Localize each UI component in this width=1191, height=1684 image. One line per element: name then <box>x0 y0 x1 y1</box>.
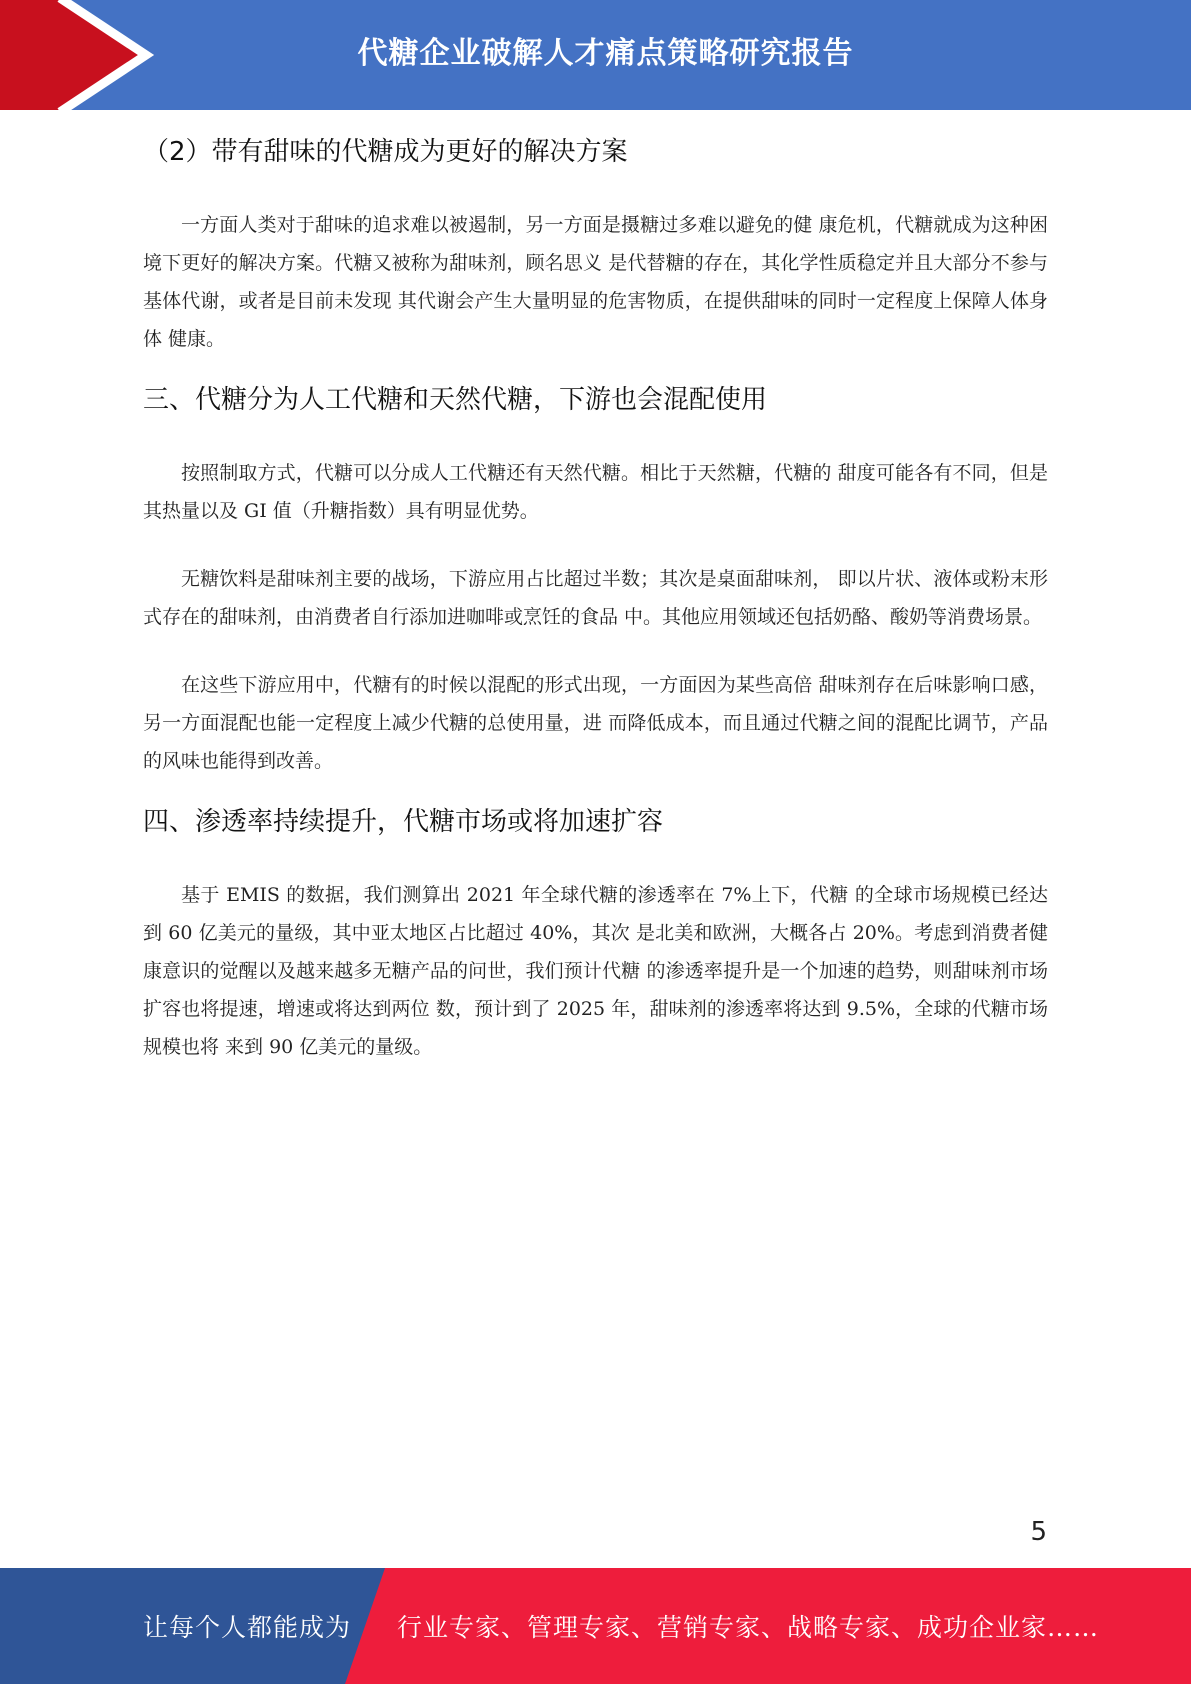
paragraph: 基于 EMIS 的数据，我们测算出 2021 年全球代糖的渗透率在 7%上下，代糖 的全球市场规模已经达到 60 亿美元的量级，其中亚太地区占比超过 40%，其次 是北美和欧洲，大概各占 20%。考虑到消费者健康意识的觉醒以及越来越多无糖产品的问世，我们预计代糖 的渗透率提升是一个加速的趋势，则甜味剂市场扩容也将提速，增速或将达到两位 数，预计到了 2025 年，甜味剂的渗透率将达到 9.5%，全球的代糖市场规模也将 来到 90 亿美元的量级。 <box>143 884 1048 1058</box>
paragraph: 在这些下游应用中，代糖有的时候以混配的形式出现，一方面因为某些高倍 甜味剂存在后味影响口感，另一方面混配也能一定程度上减少代糖的总使用量，进 而降低成本，而且通过代糖之间的混配比调节，产品的风味也能得到改善。 <box>143 674 1048 772</box>
paragraph: 一方面人类对于甜味的追求难以被遏制，另一方面是摄糖过多难以避免的健 康危机，代糖就成为这种困境下更好的解决方案。代糖又被称为甜味剂，顾名思义 是代替糖的存在，其化学性质稳定并且大部分不参与基体代谢，或者是目前未发现 其代谢会产生大量明显的危害物质，在提供甜味的同时一定程度上保障人体身体 健康。 <box>143 214 1048 350</box>
paragraph: 无糖饮料是甜味剂主要的战场，下游应用占比超过半数；其次是桌面甜味剂， 即以片状、液体或粉末形式存在的甜味剂，由消费者自行添加进咖啡或烹饪的食品 中。其他应用领域还包括奶酪、酸奶等消费场景。 <box>143 568 1048 628</box>
footer-slogan-left: 让每个人都能成为 <box>143 1613 352 1642</box>
footer-slogan-right: 行业专家、管理专家、营销专家、战略专家、成功企业家…… <box>397 1613 1100 1642</box>
subsection-heading: （2）带有甜味的代糖成为更好的解决方案 <box>143 137 628 167</box>
main-content <box>143 120 1048 1066</box>
footer-bar <box>0 1568 1191 1684</box>
subsection-sweet-substitute <box>143 132 1048 358</box>
page-number: 5 <box>1030 1517 1047 1547</box>
header-bar <box>0 0 1191 110</box>
paragraph: 按照制取方式，代糖可以分成人工代糖还有天然代糖。相比于天然糖，代糖的 甜度可能各有不同，但是其热量以及 GI 值（升糖指数）具有明显优势。 <box>143 462 1048 522</box>
report-title: 代糖企业破解人才痛点策略研究报告 <box>357 36 854 71</box>
section-heading: 四、渗透率持续提升，代糖市场或将加速扩容 <box>143 807 664 837</box>
section-three <box>143 380 1048 780</box>
section-four <box>143 802 1048 1066</box>
section-heading: 三、代糖分为人工代糖和天然代糖，下游也会混配使用 <box>143 385 768 415</box>
